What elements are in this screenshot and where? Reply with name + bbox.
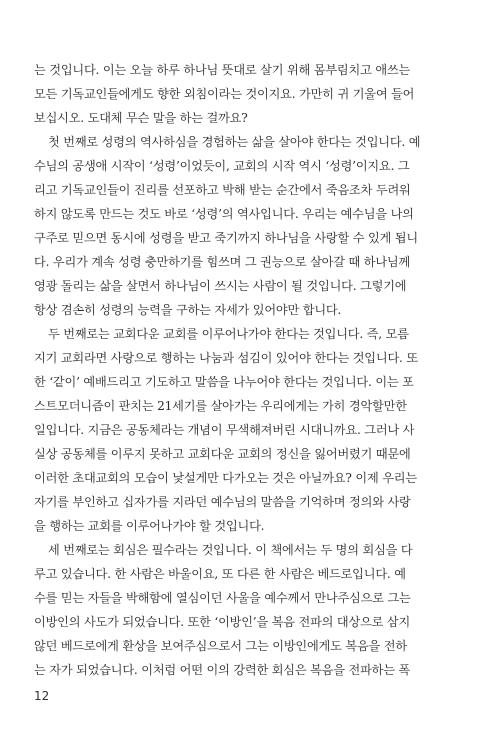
text-line: 루고 있습니다. 한 사람은 바울이요, 또 다른 한 사람은 베드로입니다. 예: [34, 567, 406, 581]
text-line: 스트모더니즘이 판치는 21세기를 살아가는 우리에게는 가히 경악할만한: [34, 399, 407, 413]
text-line: 한 ‘같이’ 예배드리고 기도하고 말씀을 나누어야 한다는 것입니다. 이는 포: [34, 375, 414, 389]
text-line: 일입니다. 지금은 공동체라는 개념이 무색해져버린 시대니까요. 그러나 사: [34, 423, 415, 437]
text-line: 구주로 믿으면 동시에 성령을 받고 죽기까지 하나님을 사랑할 수 있게 됩니: [34, 231, 418, 245]
page-number: 12: [34, 689, 50, 703]
text-line: 보십시오. 도대체 무슨 말을 하는 걸까요?: [34, 111, 248, 125]
text-line: 수님의 공생애 시작이 ‘성령’이었듯이, 교회의 시작 역시 ‘성령’이지요. 그: [34, 159, 410, 173]
text-line: 영광 돌리는 삶을 살면서 하나님이 쓰시는 사람이 될 것입니다. 그렇기에: [34, 279, 407, 293]
text-line: 자기를 부인하고 십자가를 지라던 예수님의 말씀을 기억하며 정의와 사랑: [34, 495, 411, 509]
text-line: 실상 공동체를 이루지 못하고 교회다운 교회의 정신을 잃어버렸기 때문에: [34, 447, 411, 461]
text-line: 수를 믿는 자들을 박해함에 열심이던 사울을 예수께서 만나주심으로 그는: [34, 591, 411, 605]
text-line: 이방인의 사도가 되었습니다. 또한 ‘이방인’을 복음 전파의 대상으로 삼지: [34, 615, 411, 629]
text-line: 않던 베드로에게 환상을 보여주심으로서 그는 이방인에게도 복음을 전하: [34, 639, 407, 653]
paragraph-first-line: 두 번째로는 교회다운 교회를 이루어나가야 한다는 것입니다. 즉, 모름: [48, 327, 409, 341]
text-line: 는 것입니다. 이는 오늘 하루 하나님 뜻대로 살기 위해 몸부림치고 애쓰는: [34, 63, 411, 77]
text-line: 리고 기독교인들이 진리를 선포하고 박해 받는 순간에서 죽음조차 두려워: [34, 183, 411, 197]
text-line: 을 행하는 교회를 이루어나가야 할 것입니다.: [34, 519, 265, 533]
text-line: 하지 않도록 만드는 것도 바로 ‘성령’의 역사입니다. 우리는 예수님을 나의: [34, 207, 414, 221]
paragraph-first-line: 첫 번째로 성령의 역사하심을 경험하는 삶을 살아야 한다는 것입니다. 예: [48, 135, 421, 149]
paragraph-first-line: 세 번째로는 회심은 필수라는 것입니다. 이 책에서는 두 명의 회심을 다: [48, 543, 413, 557]
text-line: 지기 교회라면 사랑으로 행하는 나눔과 섬김이 있어야 한다는 것입니다. 또: [34, 351, 418, 365]
text-line: 다. 우리가 계속 성령 충만하기를 힘쓰며 그 권능으로 살아갈 때 하나님께: [34, 255, 411, 269]
text-line: 항상 겸손히 성령의 능력을 구하는 자세가 있어야만 합니다.: [34, 303, 342, 317]
text-line: 모든 기독교인들에게도 향한 외침이라는 것이지요. 가만히 귀 기울여 들어: [34, 87, 415, 101]
page-body: [34, 58, 470, 682]
text-line: 이러한 초대교회의 모습이 낯설게만 다가오는 것은 아닐까요? 이제 우리는: [34, 471, 417, 485]
text-line: 는 자가 되었습니다. 이처럼 어떤 이의 강력한 회심은 복음을 전파하는 폭: [34, 663, 411, 677]
